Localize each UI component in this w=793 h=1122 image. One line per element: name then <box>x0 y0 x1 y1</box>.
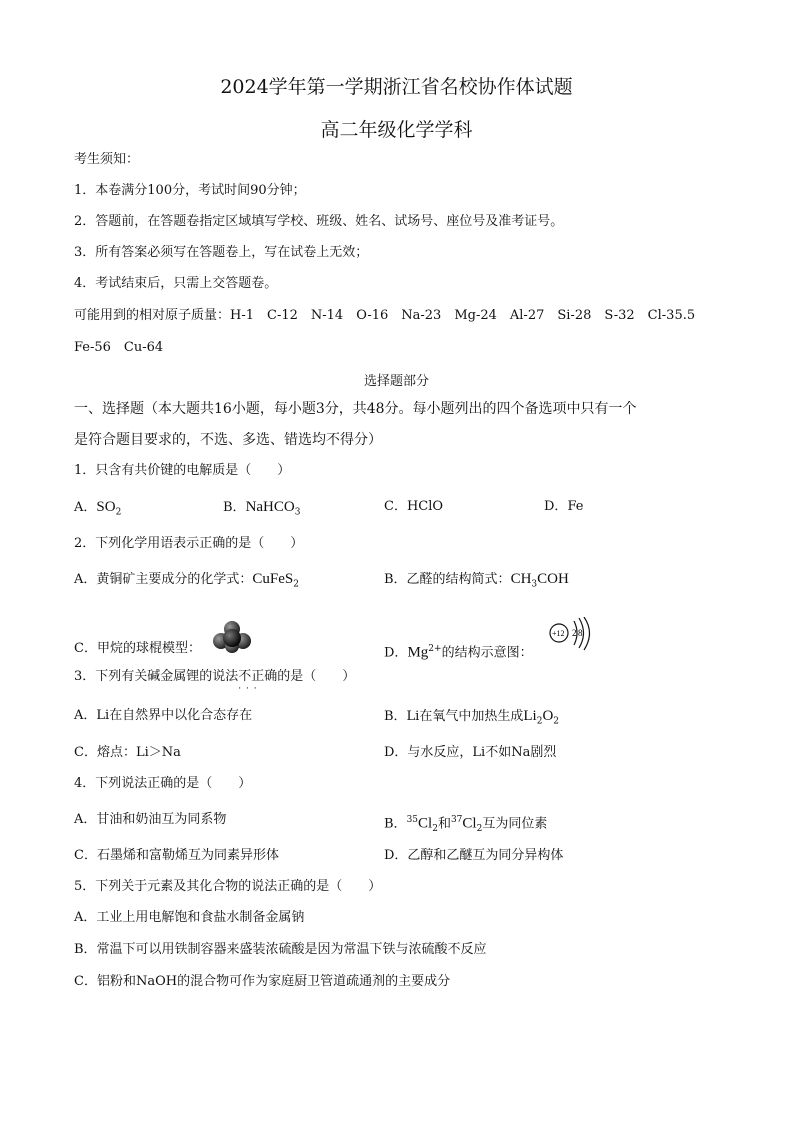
q1-option-d-formula: Fe <box>567 499 584 514</box>
q2-option-d-text: 的结构示意图： <box>441 645 533 661</box>
q3-option-b-subscript-1: 2 <box>536 716 543 727</box>
q2-option-c-text: C．甲烷的球棍模型： <box>74 641 201 656</box>
q1-option-d-label: D． <box>544 499 568 514</box>
q2-option-b <box>384 571 569 593</box>
q3-option-d: D．与水反应，Li不如Na剧烈 <box>384 745 557 760</box>
q1-option-b-formula: NaHCO <box>245 499 295 515</box>
q2-option-a-subscript: 2 <box>293 579 299 590</box>
q2-option-d-charge: 2+ <box>428 644 442 654</box>
notice-item-4: 4．考试结束后，只需上交答题卷。 <box>74 276 278 291</box>
section-instruction-2: 是符合题目要求的，不选、多选、错选均不得分） <box>74 432 382 448</box>
q5-option-b: B．常温下可以用铁制容器来盛装浓硫酸是因为常温下铁与浓硫酸不反应 <box>74 942 487 957</box>
q4-option-b-mass-2: 37 <box>450 815 463 825</box>
q2-option-b-subscript: 3 <box>531 579 538 590</box>
notice-heading: 考生须知： <box>74 152 140 167</box>
q2-option-a-text: A．黄铜矿主要成分的化学式： <box>74 572 253 587</box>
q5-stem: 5．下列关于元素及其化合物的说法正确的是（ ） <box>74 879 382 894</box>
q4-option-b <box>384 812 547 837</box>
exam-subtitle: 高二年级化学学科 <box>320 119 473 141</box>
q1-option-c <box>384 499 443 515</box>
q2-stem: 2．下列化学用语表示正确的是（ ） <box>74 536 304 551</box>
q1-option-b <box>223 499 300 521</box>
q3-option-b-subscript-2: 2 <box>553 716 560 727</box>
q4-option-b-connector: 和 <box>437 816 451 832</box>
atomic-masses-line-2: Fe-56 Cu-64 <box>74 340 164 355</box>
q2-option-b-formula-1: CH <box>510 571 532 587</box>
q1-option-a-subscript: 2 <box>115 507 122 518</box>
q4-option-b-subscript-2: 2 <box>476 823 483 834</box>
q1-option-a-formula: SO <box>96 499 116 515</box>
q4-option-b-label: B． <box>384 816 407 832</box>
q4-option-c: C．石墨烯和富勒烯互为同素异形体 <box>74 848 279 863</box>
q5-option-a: A．工业上用电解饱和食盐水制备金属钠 <box>74 910 305 925</box>
q1-option-c-formula: HClO <box>406 499 444 514</box>
q1-option-c-label: C． <box>384 499 407 514</box>
q1-option-a <box>74 499 121 521</box>
q4-stem: 4．下列说法正确的是（ ） <box>74 776 252 791</box>
q4-option-d: D．乙醇和乙醚互为同分异构体 <box>384 848 564 863</box>
q1-option-b-label: B． <box>223 500 246 515</box>
q3-option-a: A．Li在自然界中以化合态存在 <box>74 708 253 723</box>
q1-option-b-subscript: 3 <box>294 507 301 518</box>
section-instruction-1: 一、选择题（本大题共16小题，每小题3分，共48分。每小题列出的四个备选项中只有一个 <box>74 401 637 417</box>
q4-option-b-element-1: Cl <box>418 815 433 832</box>
q1-stem: 1．只含有共价键的电解质是（ ） <box>74 463 291 478</box>
q1-option-d <box>544 499 583 515</box>
mg-ion-nucleus-label: +12 <box>552 629 565 638</box>
q3-option-b-formula-1: Li <box>523 708 537 724</box>
notice-item-1: 1．本卷满分100分，考试时间90分钟； <box>74 183 306 198</box>
q4-option-b-subscript-1: 2 <box>432 823 438 834</box>
q3-option-c: C．熔点：Li＞Na <box>74 745 181 760</box>
q2-option-a-formula: CuFeS <box>252 571 294 587</box>
q1-option-a-label: A． <box>74 500 97 515</box>
q2-option-a <box>74 571 299 593</box>
q4-option-b-element-2: Cl <box>462 815 477 832</box>
q3-stem-post: 的是（ ） <box>277 669 356 684</box>
q3-stem <box>74 669 355 685</box>
section-title: 选择题部分 <box>363 374 429 389</box>
atomic-masses-line-1: 可能用到的相对原子质量：H-1 C-12 N-14 O-16 Na-23 Mg-24 Al-27 Si-28 S-32 Cl-35.5 <box>74 308 696 323</box>
q3-stem-emphasis: 不正确 · · · <box>238 669 277 684</box>
q3-option-b-text: B．Li在氧气中加热生成 <box>384 709 524 724</box>
q4-option-b-tail: 互为同位素 <box>482 816 548 832</box>
q2-option-d-label: D． <box>384 645 408 661</box>
notice-item-3: 3．所有答案必须写在答题卷上，写在试卷上无效； <box>74 245 369 260</box>
q2-option-d <box>384 641 533 661</box>
mg-ion-shell-2-count: 8 <box>578 628 583 638</box>
mg-ion-shell-1-count: 2 <box>572 628 577 638</box>
q2-option-b-text: B．乙醛的结构简式： <box>384 572 511 587</box>
q3-stem-pre: 3．下列有关碱金属锂的说法 <box>74 669 239 684</box>
q2-option-c <box>74 641 201 657</box>
q3-option-b-formula-2: O <box>542 708 554 724</box>
q4-option-a: A．甘油和奶油互为同系物 <box>74 812 227 827</box>
q2-option-d-ion: Mg <box>407 644 429 661</box>
mg-ion-structure-diagram <box>548 617 596 653</box>
exam-title: 2024学年第一学期浙江省名校协作体试题 <box>220 76 573 98</box>
q4-option-b-mass-1: 35 <box>406 815 419 825</box>
methane-ball-stick-model-image <box>211 620 253 654</box>
q5-option-c: C．铝粉和NaOH的混合物可作为家庭厨卫管道疏通剂的主要成分 <box>74 974 451 989</box>
notice-item-2: 2．答题前，在答题卷指定区域填写学校、班级、姓名、试场号、座位号及准考证号。 <box>74 214 564 229</box>
q2-option-b-formula-2: COH <box>537 571 569 587</box>
q3-option-b <box>384 708 559 730</box>
